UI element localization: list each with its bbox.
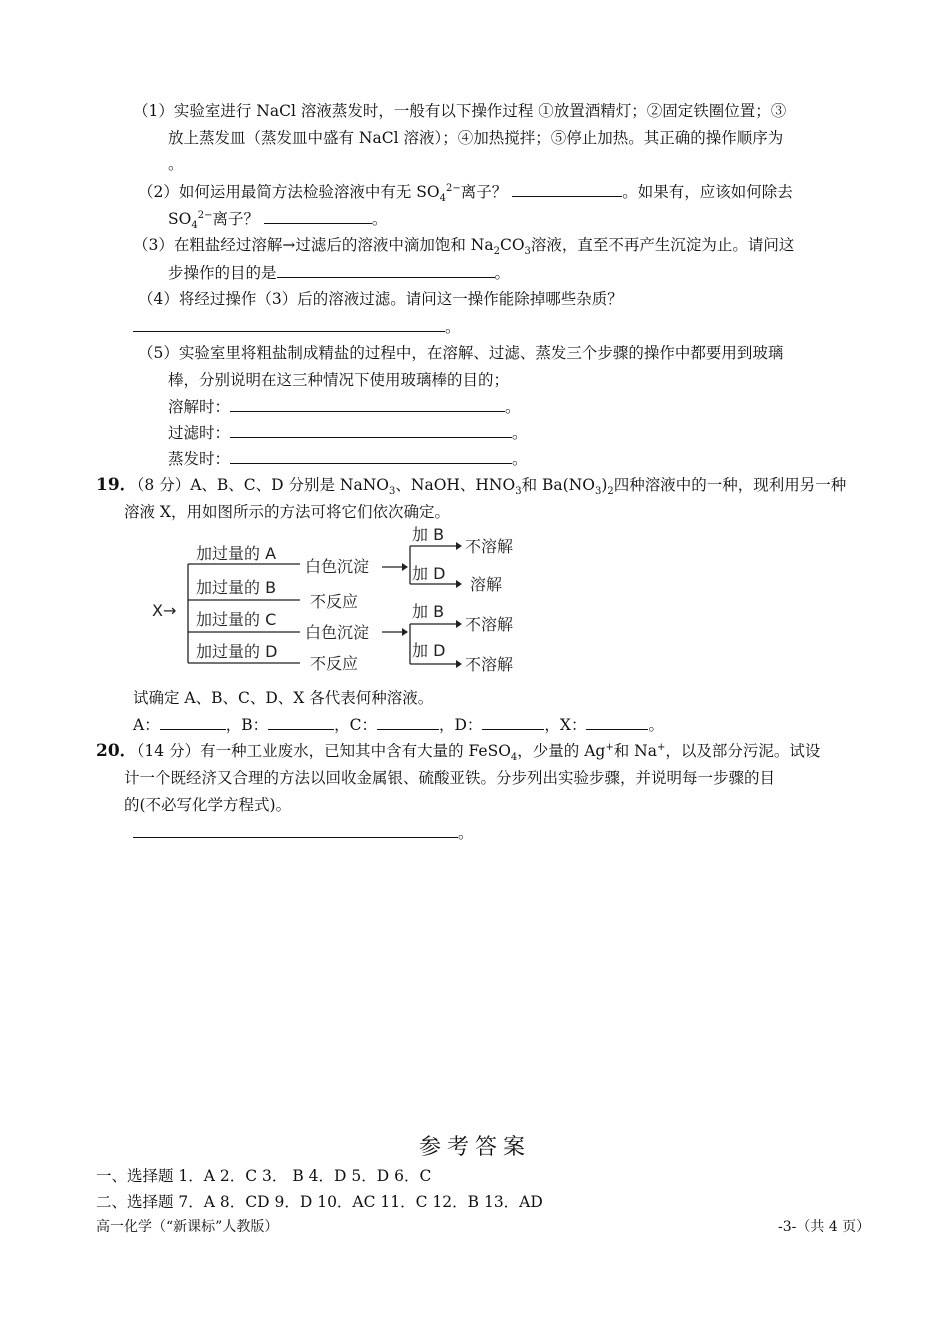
answer-blank[interactable] [512, 181, 622, 197]
evap-label: 蒸发时： [168, 450, 231, 468]
answer-blank[interactable] [133, 316, 445, 332]
flow-arrowhead-2 [402, 628, 408, 636]
co3-sub: 3 [524, 246, 531, 258]
q19-text-c: 和 Ba(NO [521, 476, 595, 494]
q18-p2-so4: SO [168, 210, 192, 228]
q19-line2: 溶液 X，用如图所示的方法可将它们依次确定。 [124, 503, 450, 521]
flow-add-b-2: 加 B [412, 602, 445, 621]
answers-line2: 二、选择题 7．A 8．CD 9．D 10．AC 11．C 12．B 13．AD [96, 1193, 543, 1211]
q20-line1 [96, 741, 821, 764]
q20-answer-line [133, 822, 474, 843]
q18-dissolve-line [168, 396, 521, 417]
label-c: ，C： [334, 716, 377, 734]
flow-insoluble-1: 不溶解 [465, 537, 514, 556]
flow-add-b-1: 加 B [412, 525, 445, 544]
label-a: A： [133, 716, 160, 734]
q18-p4-line1: （4）将经过操作（3）后的溶液过滤。请问这一操作能除掉哪些杂质？ [138, 290, 623, 308]
q20-text-c: 和 Na [613, 742, 657, 760]
q18-p3-line2 [168, 262, 510, 283]
period: 。 [505, 398, 521, 416]
sup: + [656, 741, 666, 753]
filter-label: 过滤时： [168, 424, 231, 442]
question-number: 19． [96, 475, 137, 495]
sub: 3 [594, 486, 602, 498]
q18-p5-line1: （5）实验室里将粗盐制成精盐的过程中，在溶解、过滤、蒸发三个步骤的操作中都要用到玻璃 [138, 344, 784, 362]
q18-p1-line2: 放上蒸发皿（蒸发皿中盛有 NaCl 溶液）；④加热搅拌；⑤停止加热。其正确的操作顺序为 [168, 129, 784, 147]
label-b: ，B： [225, 716, 269, 734]
answer-blank[interactable] [230, 422, 512, 438]
sup: + [605, 741, 614, 753]
q20-text-b: ，少量的 Ag [517, 742, 606, 760]
q18-p3-line1 [133, 235, 795, 258]
q18-p2-text-c: 。如果有，应该如何除去 [622, 183, 793, 201]
so4-sub-2: 4 [191, 220, 198, 232]
footer-left: 高一化学（“新课标”人教版） [96, 1219, 279, 1235]
sub: 3 [389, 486, 396, 498]
q18-p5-line2: 棒，分别说明在这三种情况下使用玻璃棒的目的； [168, 371, 510, 389]
flow-arrowhead-5 [456, 620, 462, 628]
flow-white-ppt-2: 白色沉淀 [305, 623, 370, 642]
flow-arrowhead-4 [456, 580, 462, 588]
q18-p3-text-c: 溶液，直至不再产生沉淀为止。请问这 [530, 236, 795, 254]
q18-p3-text-d: 步操作的目的是 [168, 264, 277, 282]
q18-p2-text: （2）如何运用最简方法检验溶液中有无 SO [138, 183, 440, 201]
answer-blank-d[interactable] [482, 714, 544, 730]
period: 。 [648, 716, 664, 734]
q19-answers-line [133, 714, 664, 735]
answers-title: 参考答案 [418, 1135, 531, 1160]
flow-white-ppt-1: 白色沉淀 [305, 557, 370, 576]
answer-blank[interactable] [133, 822, 458, 838]
answer-blank-c[interactable] [377, 714, 439, 730]
period: 。 [458, 824, 474, 842]
footer-right: -3-（共 4 页） [778, 1219, 871, 1235]
q20-line2: 计一个既经济又合理的方法以回收金属银、硫酸亚铁。分步列出实验步骤，并说明每一步骤的目 [124, 769, 776, 787]
flow-add-d-2: 加 D [412, 641, 446, 660]
q18-p4-end: 。 [445, 318, 461, 336]
q18-p1-line1: （1）实验室进行 NaCl 溶液蒸发时，一般有以下操作过程 ①放置酒精灯；②固定铁圈位置；③ [133, 102, 787, 120]
sub: 2 [607, 486, 614, 498]
period: 。 [512, 424, 528, 442]
q18-p2-text-e: 离子？ [212, 210, 259, 228]
flow-diagram [150, 524, 530, 684]
q19-line1 [96, 475, 847, 498]
answer-blank[interactable] [230, 396, 505, 412]
flow-arrowhead-3 [456, 542, 462, 550]
flow-add-d: 加过量的 D [196, 642, 278, 661]
q20-line3: 的(不必写化学方程式)。 [124, 796, 292, 814]
answer-blank[interactable] [230, 448, 512, 464]
dissolve-label: 溶解时： [168, 398, 231, 416]
flow-insoluble-2: 不溶解 [465, 615, 514, 634]
flow-add-b: 加过量的 B [196, 578, 277, 597]
q19-text-e: 四种溶液中的一种，现利用另一种 [613, 476, 847, 494]
q20-text-d: ，以及部分污泥。试设 [665, 742, 821, 760]
q18-filter-line [168, 422, 528, 443]
q18-evap-line [168, 448, 528, 469]
q20-text-a: （14 分）有一种工业废水，已知其中含有大量的 FeSO [136, 742, 511, 760]
flow-no-react-1: 不反应 [310, 592, 359, 611]
flow-arrowhead-1 [402, 563, 408, 571]
flow-soluble: 溶解 [470, 575, 503, 594]
answers-line1: 一、选择题 1．A 2．C 3． B 4．D 5．D 6．C [96, 1167, 432, 1185]
sub: 3 [515, 486, 522, 498]
sub: 4 [510, 752, 518, 764]
q19-text-a: （8 分）A、B、C、D 分别是 NaNO [136, 476, 390, 494]
question-number: 20． [96, 741, 137, 761]
period: 。 [512, 450, 528, 468]
flow-no-react-2: 不反应 [310, 654, 359, 673]
q18-p2-end: 。 [371, 210, 388, 228]
so4-sub: 4 [439, 193, 446, 205]
q19-line3: 试确定 A、B、C、D、X 各代表何种溶液。 [133, 689, 434, 707]
q19-text-b: 、NaOH、HNO [395, 476, 516, 494]
so4-sup: 2− [446, 182, 461, 194]
na2-sub: 2 [493, 246, 500, 258]
q18-p1-line3: 。 [168, 155, 184, 173]
label-x: ，X： [544, 716, 587, 734]
q18-p3-co: CO [499, 236, 525, 254]
answer-blank[interactable] [264, 208, 372, 224]
answer-blank-x[interactable] [586, 714, 648, 730]
answer-blank-a[interactable] [160, 714, 226, 730]
q18-p3-text: （3）在粗盐经过溶解→过滤后的溶液中滴加饱和 Na [133, 236, 494, 254]
q19-text-d: ) [601, 476, 608, 494]
flow-add-c: 加过量的 C [196, 610, 277, 629]
flow-insoluble-3: 不溶解 [465, 655, 514, 674]
q18-p4-line2 [133, 316, 461, 337]
flow-add-d-1: 加 D [412, 564, 446, 583]
answer-blank[interactable] [277, 262, 495, 278]
answer-blank-b[interactable] [268, 714, 334, 730]
q18-p3-end: 。 [494, 264, 511, 282]
q18-p2-line2 [168, 208, 388, 232]
q18-p2-text-b: 离子？ [460, 183, 508, 201]
q18-p2-line1 [138, 181, 793, 205]
flow-add-a: 加过量的 A [196, 544, 277, 563]
so4-sup-2: 2− [197, 209, 213, 221]
flow-arrowhead-6 [456, 660, 462, 668]
flow-x-label: X→ [152, 601, 177, 620]
label-d: ，D： [438, 716, 483, 734]
